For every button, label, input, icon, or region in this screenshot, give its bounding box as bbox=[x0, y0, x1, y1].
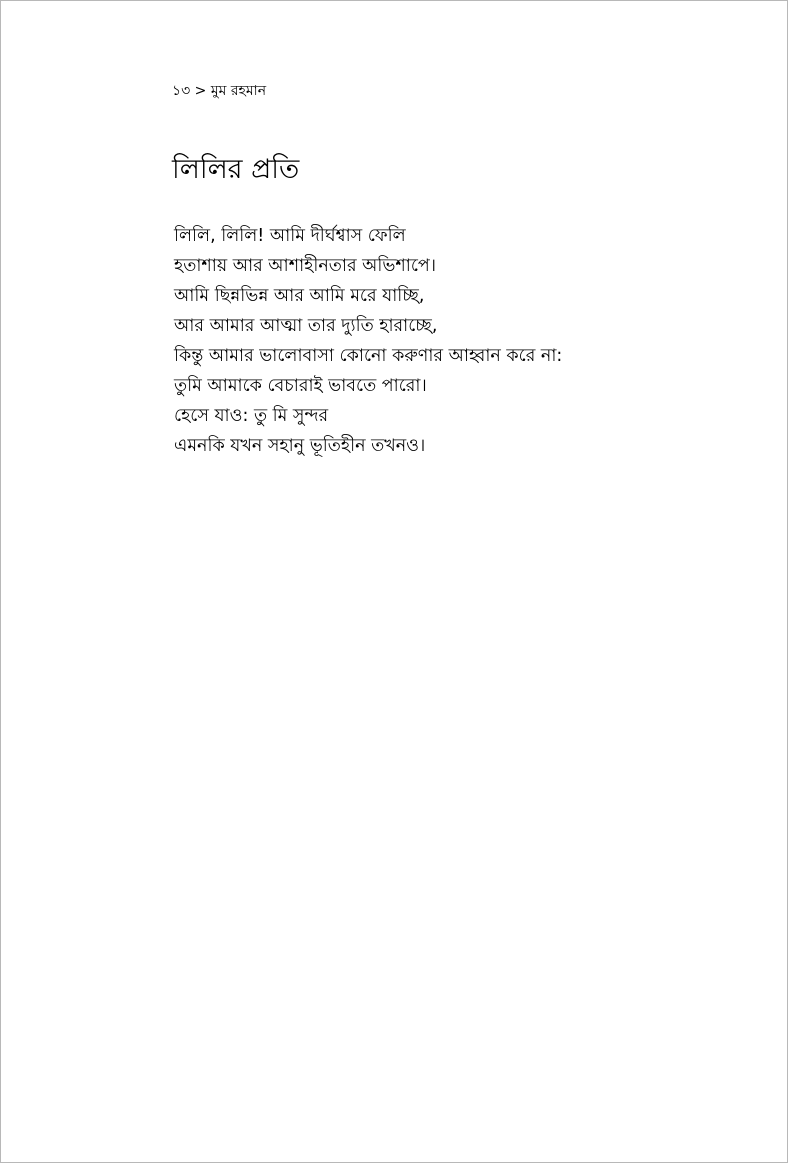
poem-line: আমি ছিন্নভিন্ন আর আমি মরে যাচ্ছি, bbox=[174, 286, 425, 306]
poem-line: তুমি আমাকে বেচারাই ভাবতে পারো। bbox=[174, 376, 427, 396]
poem-line: আর আমার আত্মা তার দ্যুতি হারাচ্ছে, bbox=[174, 316, 438, 336]
poem-title: লিলির প্রতি bbox=[172, 154, 300, 185]
running-head: ১৩ > মুম রহমান bbox=[172, 83, 267, 99]
poem-line: এমনকি যখন সহানু ভূতিহীন তখনও। bbox=[174, 436, 426, 456]
poem-line: হেসে যাও: তু মি সুন্দর bbox=[174, 406, 329, 426]
poem-line: লিলি, লিলি! আমি দীর্ঘশ্বাস ফেলি bbox=[174, 226, 406, 246]
poem-line: হতাশায় আর আশাহীনতার অভিশাপে। bbox=[174, 256, 436, 276]
poem-line: কিন্তু আমার ভালোবাসা কোনো করুণার আহ্বান করে না: bbox=[174, 346, 563, 366]
poem-body bbox=[174, 221, 562, 461]
